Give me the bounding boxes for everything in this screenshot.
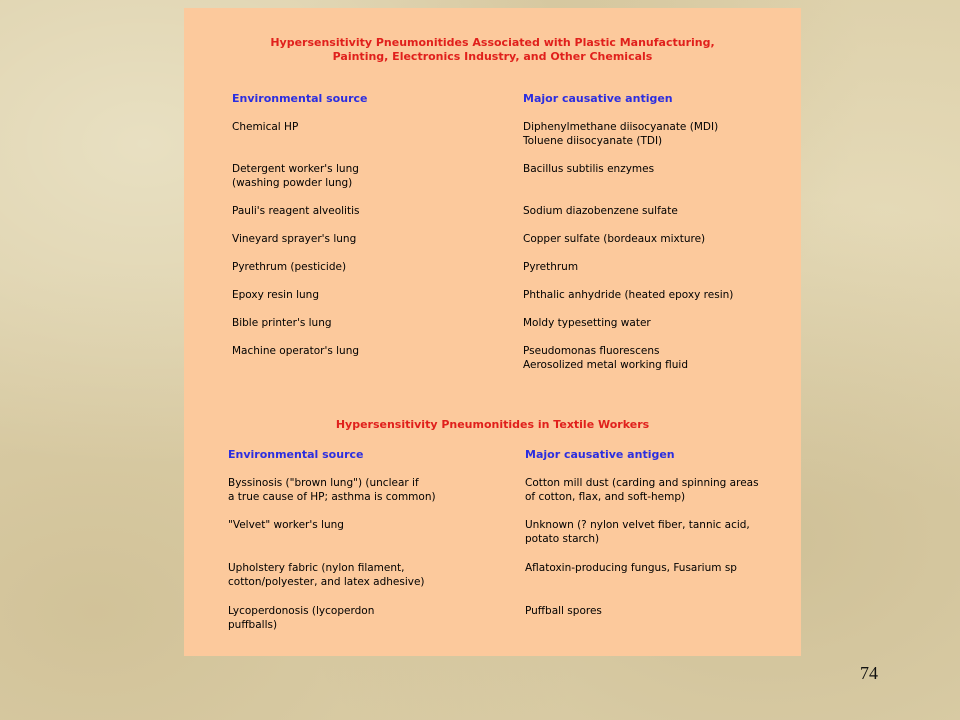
antigen-cell: Moldy typesetting water [523,317,651,329]
slide-panel [184,8,801,656]
source-cell: Chemical HP [232,121,299,133]
table1-header-antigen: Major causative antigen [523,92,673,105]
source-cell: Detergent worker's lung (washing powder lung) [232,163,359,189]
source-cell: Pyrethrum (pesticide) [232,261,347,273]
table2-title: Hypersensitivity Pneumonitides in Textile Workers [335,418,650,431]
source-cell: Bible printer's lung [232,317,332,329]
antigen-cell: Pseudomonas fluorescens Aerosolized metal working fluid [523,345,689,371]
table1-title: Hypersensitivity Pneumonitides Associated with Plastic Manufacturing, Painting, Electronics Industry, and Other Chemicals [270,36,715,63]
table2-header-antigen: Major causative antigen [525,448,675,461]
source-cell: Pauli's reagent alveolitis [232,205,360,217]
antigen-cell: Aflatoxin-producing fungus, Fusarium sp [525,562,737,574]
source-cell: Machine operator's lung [232,345,360,357]
antigen-cell: Puffball spores [525,605,602,617]
source-cell: Epoxy resin lung [232,289,319,301]
antigen-cell: Cotton mill dust (carding and spinning areas of cotton, flax, and soft-hemp) [525,477,759,503]
antigen-cell: Sodium diazobenzene sulfate [523,205,678,217]
table1-header-source: Environmental source [232,92,368,105]
antigen-cell: Copper sulfate (bordeaux mixture) [523,233,706,245]
page-number: 74 [860,663,878,683]
source-cell: "Velvet" worker's lung [228,519,344,531]
source-cell: Lycoperdonosis (lycoperdon puffballs) [228,605,375,631]
source-cell: Vineyard sprayer's lung [232,233,357,245]
antigen-cell: Unknown (? nylon velvet fiber, tannic acid, potato starch) [525,519,750,545]
antigen-cell: Pyrethrum [523,261,579,273]
source-cell: Upholstery fabric (nylon filament, cotton/polyester, and latex adhesive) [228,562,425,588]
source-cell: Byssinosis ("brown lung") (unclear if a true cause of HP; asthma is common) [228,477,436,503]
antigen-cell: Phthalic anhydride (heated epoxy resin) [523,289,734,301]
antigen-cell: Diphenylmethane diisocyanate (MDI) Toluene diisocyanate (TDI) [523,121,719,147]
table2-header-source: Environmental source [228,448,364,461]
antigen-cell: Bacillus subtilis enzymes [523,163,655,175]
